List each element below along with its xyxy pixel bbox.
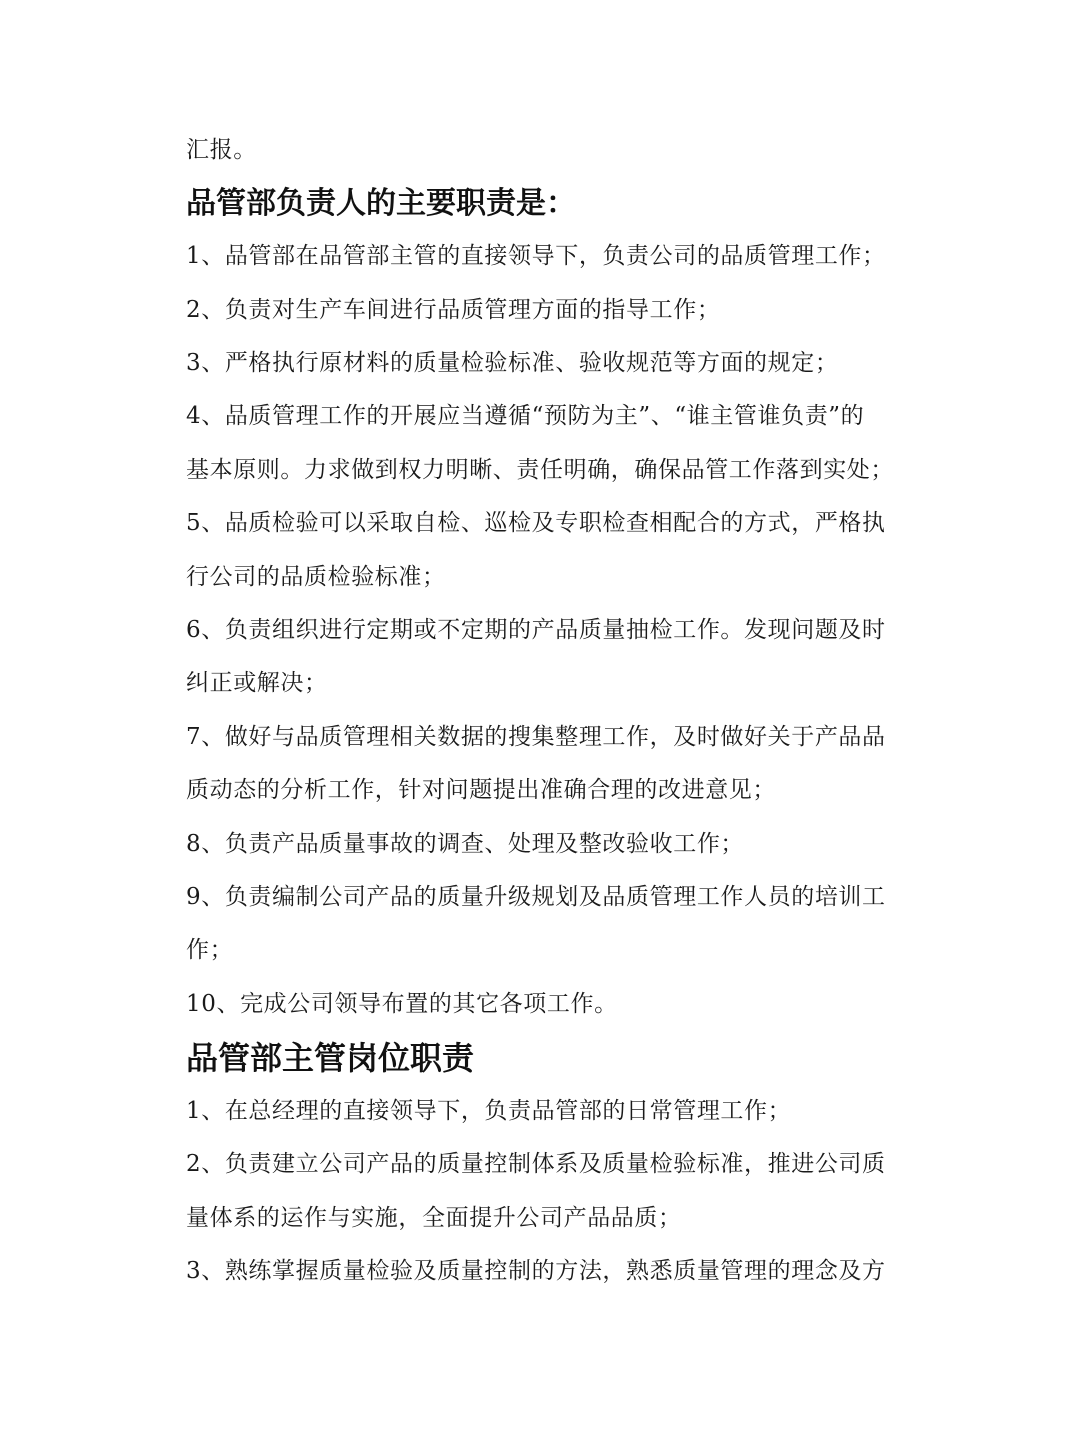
section1-line-1: 1、品管部在品管部主管的直接领导下，负责公司的品质管理工作； [186,243,886,269]
section1-line-2: 2、负责对生产车间进行品质管理方面的指导工作； [186,297,721,323]
section2-line-4: 3、熟练掌握质量检验及质量控制的方法，熟悉质量管理的理念及方 [186,1258,886,1284]
section1-line-14: 作； [186,937,234,963]
section1-line-15: 10、完成公司领导布置的其它各项工作。 [186,991,618,1017]
section1-line-8: 6、负责组织进行定期或不定期的产品质量抽检工作。发现问题及时 [186,617,886,643]
section2-line-3: 量体系的运作与实施，全面提升公司产品品质； [186,1205,682,1231]
section-heading-responsibilities: 品管部负责人的主要职责是： [186,186,576,221]
section1-line-10: 7、做好与品质管理相关数据的搜集整理工作，及时做好关于产品品 [186,724,886,750]
section1-line-13: 9、负责编制公司产品的质量升级规划及品质管理工作人员的培训工 [186,884,886,910]
section1-line-4: 4、品质管理工作的开展应当遵循“预防为主”、“谁主管谁负责”的 [186,403,865,429]
section1-line-11: 质动态的分析工作，针对问题提出准确合理的改进意见； [186,777,776,803]
section2-line-1: 1、在总经理的直接领导下，负责品管部的日常管理工作； [186,1098,792,1124]
section1-line-5: 基本原则。力求做到权力明晰、责任明确，确保品管工作落到实处； [186,457,894,483]
intro-tail-text: 汇报。 [186,137,257,163]
section1-line-9: 纠正或解决； [186,670,328,696]
section1-line-12: 8、负责产品质量事故的调查、处理及整改验收工作； [186,831,745,857]
section1-line-3: 3、严格执行原材料的质量检验标准、验收规范等方面的规定； [186,350,839,376]
section1-line-7: 行公司的品质检验标准； [186,564,446,590]
section2-line-2: 2、负责建立公司产品的质量控制体系及质量检验标准，推进公司质 [186,1151,886,1177]
section-heading-supervisor: 品管部主管岗位职责 [186,1039,475,1077]
section1-line-6: 5、品质检验可以采取自检、巡检及专职检查相配合的方式，严格执 [186,510,886,536]
